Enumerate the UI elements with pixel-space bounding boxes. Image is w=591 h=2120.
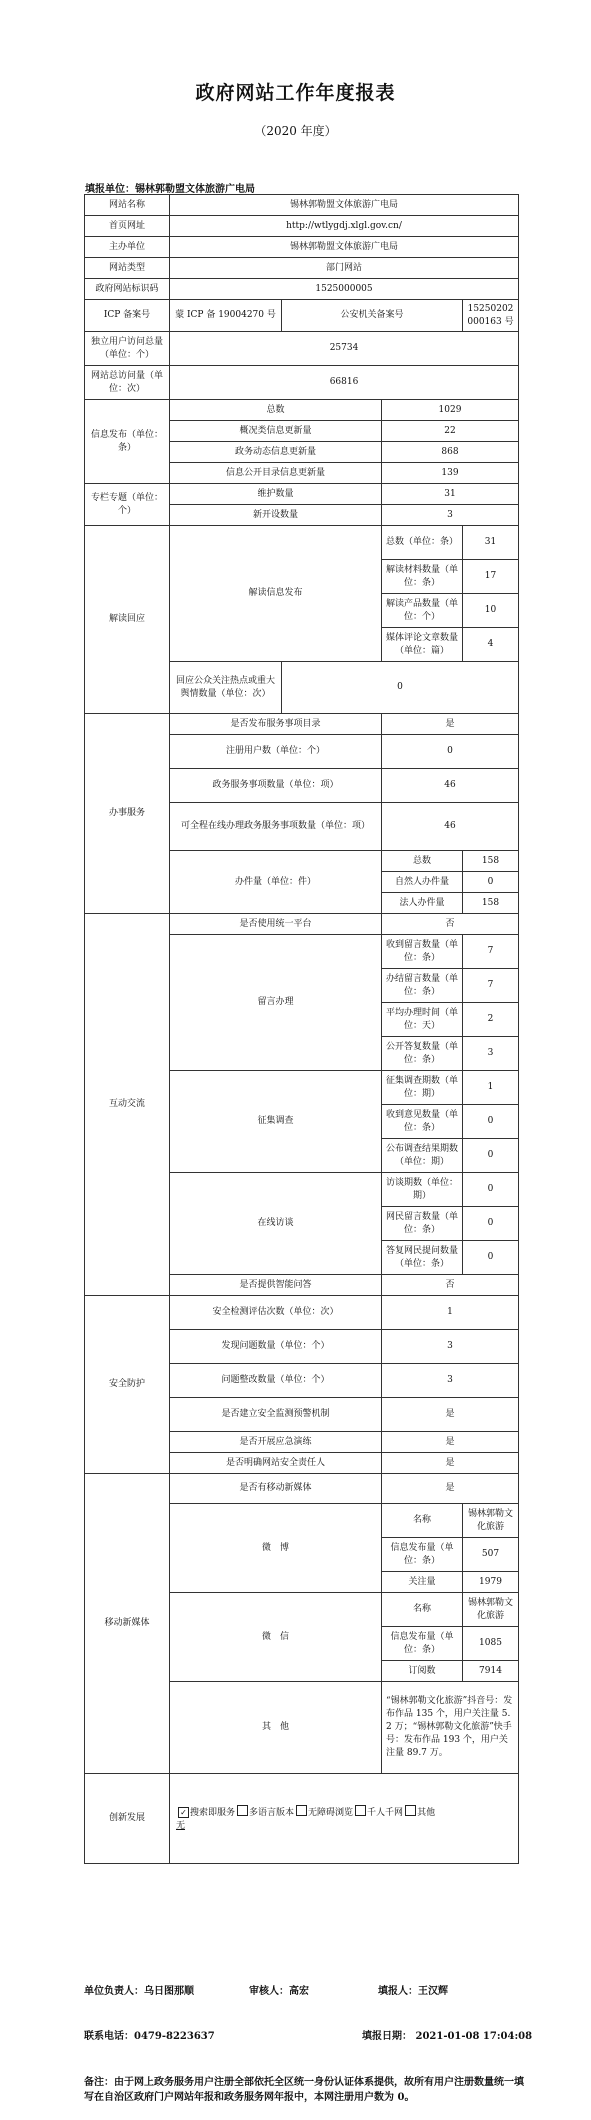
table-row: 法人办件量 158 bbox=[85, 893, 519, 914]
table-row: 征集调查 征集调查期数（单位：期） 1 bbox=[85, 1071, 519, 1105]
table-row: 其 他 “锡林郭勒文化旅游”抖音号：发布作品 135 个，用户关注量 5.2 万；“锡林郭勒文化旅游”快手号：发布作品 193 个，用户关注量 89.7 万。 bbox=[85, 1682, 519, 1774]
table-row: 自然人办件量 0 bbox=[85, 872, 519, 893]
table-row: 是否提供智能问答 否 bbox=[85, 1275, 519, 1296]
checkbox-other[interactable] bbox=[405, 1805, 416, 1816]
table-row: 政务服务事项数量（单位：项） 46 bbox=[85, 769, 519, 803]
filler: 填报人：王汉辉 bbox=[378, 1986, 448, 1997]
table-row: 问题整改数量（单位：个） 3 bbox=[85, 1364, 519, 1398]
table-row: 答复网民提问数量（单位：条） 0 bbox=[85, 1241, 519, 1275]
table-row: 平均办理时间（单位：天） 2 bbox=[85, 1003, 519, 1037]
table-row: 关注量 1979 bbox=[85, 1572, 519, 1593]
page-title: 政府网站工作年度报表 bbox=[195, 82, 396, 104]
table-row: 媒体评论文章数量（单位：篇） 4 bbox=[85, 628, 519, 662]
checkbox-search-service[interactable]: ✓ bbox=[178, 1807, 189, 1818]
table-row: 收到意见数量（单位：条） 0 bbox=[85, 1105, 519, 1139]
table-row: 在线访谈 访谈期数（单位：期） 0 bbox=[85, 1173, 519, 1207]
table-row: 网站名称 锡林郭勒盟文体旅游广电局 bbox=[85, 195, 519, 216]
table-row: 公开答复数量（单位：条） 3 bbox=[85, 1037, 519, 1071]
table-row: 办件量（单位：件） 总数 158 bbox=[85, 851, 519, 872]
table-row: 网站总访问量（单位：次） 66816 bbox=[85, 366, 519, 400]
table-row: 政务动态信息更新量 868 bbox=[85, 442, 519, 463]
contact-phone: 联系电话：0479-8223637 bbox=[84, 2031, 215, 2042]
table-row: 概况类信息更新量 22 bbox=[85, 421, 519, 442]
table-row: 信息发布（单位：条） 总数 1029 bbox=[85, 400, 519, 421]
table-row: 安全防护 安全检测评估次数（单位：次） 1 bbox=[85, 1296, 519, 1330]
table-row: 办结留言数量（单位：条） 7 bbox=[85, 969, 519, 1003]
table-row: 创新发展 ✓ 搜索即服务 多语言版本 无障碍浏览 千人千网 其他 无 bbox=[85, 1774, 519, 1864]
table-row: 网民留言数量（单位：条） 0 bbox=[85, 1207, 519, 1241]
checkbox-multilingual[interactable] bbox=[237, 1805, 248, 1816]
table-row: 解读回应 解读信息发布 总数（单位：条） 31 bbox=[85, 526, 519, 560]
table-row: 是否开展应急演练 是 bbox=[85, 1432, 519, 1453]
home-url: http://wtlygdj.xlgl.gov.cn/ bbox=[170, 216, 519, 237]
checkbox-personalized[interactable] bbox=[355, 1805, 366, 1816]
table-row: 信息公开目录信息更新量 139 bbox=[85, 463, 519, 484]
table-row: 政府网站标识码 1525000005 bbox=[85, 279, 519, 300]
checkbox-accessibility[interactable] bbox=[296, 1805, 307, 1816]
unit-leader: 单位负责人：乌日图那顺 bbox=[84, 1986, 194, 1997]
report-year: （2020 年度） bbox=[254, 124, 337, 138]
table-row: 回应公众关注热点或重大舆情数量（单位：次） 0 bbox=[85, 662, 519, 714]
report-table bbox=[84, 194, 519, 1864]
table-row: 新开设数量 3 bbox=[85, 505, 519, 526]
table-row: 是否明确网站安全责任人 是 bbox=[85, 1453, 519, 1474]
table-row: 注册用户数（单位：个） 0 bbox=[85, 735, 519, 769]
table-row: ICP 备案号 蒙 ICP 备 19004270 号 公安机关备案号 15250202000163 号 bbox=[85, 300, 519, 332]
innovation-options: ✓ 搜索即服务 多语言版本 无障碍浏览 千人千网 其他 无 bbox=[170, 1774, 519, 1864]
table-row: 留言办理 收到留言数量（单位：条） 7 bbox=[85, 935, 519, 969]
table-row: 解读产品数量（单位：个） 10 bbox=[85, 594, 519, 628]
reviewer: 审核人：高宏 bbox=[249, 1986, 309, 1997]
table-row: 网站类型 部门网站 bbox=[85, 258, 519, 279]
table-row: 办事服务 是否发布服务事项目录 是 bbox=[85, 714, 519, 735]
table-row: 微 博 名称 锡林郭勒文化旅游 bbox=[85, 1504, 519, 1538]
table-row: 公布调查结果期数（单位：期） 0 bbox=[85, 1139, 519, 1173]
footnote: 备注：由于网上政务服务用户注册全部依托全区统一身份认证体系提供，故所有用户注册数量统一填写在自治区政府门户网站年报和政务服务网年报中，本网注册用户数为 0。 bbox=[84, 2077, 524, 2103]
table-row: 专栏专题（单位：个） 维护数量 31 bbox=[85, 484, 519, 505]
table-row: 是否建立安全监测预警机制 是 bbox=[85, 1398, 519, 1432]
filing-unit: 填报单位：锡林郭勒盟文体旅游广电局 bbox=[85, 184, 255, 195]
innovation-other-text: 无 bbox=[176, 1820, 186, 1831]
table-row: 信息发布量（单位：条） 1085 bbox=[85, 1627, 519, 1661]
table-row: 订阅数 7914 bbox=[85, 1661, 519, 1682]
table-row: 信息发布量（单位：条） 507 bbox=[85, 1538, 519, 1572]
table-row: 首页网址 http://wtlygdj.xlgl.gov.cn/ bbox=[85, 216, 519, 237]
table-row: 发现问题数量（单位：个） 3 bbox=[85, 1330, 519, 1364]
table-row: 互动交流 是否使用统一平台 否 bbox=[85, 914, 519, 935]
table-row: 独立用户访问总量（单位：个） 25734 bbox=[85, 332, 519, 366]
other-media-text: “锡林郭勒文化旅游”抖音号：发布作品 135 个，用户关注量 5.2 万；“锡林郭勒文化旅游”快手号：发布作品 193 个，用户关注量 89.7 万。 bbox=[382, 1682, 519, 1774]
table-row: 可全程在线办理政务服务事项数量（单位：项） 46 bbox=[85, 803, 519, 851]
table-row: 主办单位 锡林郭勒盟文体旅游广电局 bbox=[85, 237, 519, 258]
table-row: 移动新媒体 是否有移动新媒体 是 bbox=[85, 1474, 519, 1504]
table-row: 解读材料数量（单位：条） 17 bbox=[85, 560, 519, 594]
fill-date: 填报日期： 2021-01-08 17:04:08 bbox=[362, 2031, 533, 2042]
table-row: 微 信 名称 锡林郭勒文化旅游 bbox=[85, 1593, 519, 1627]
